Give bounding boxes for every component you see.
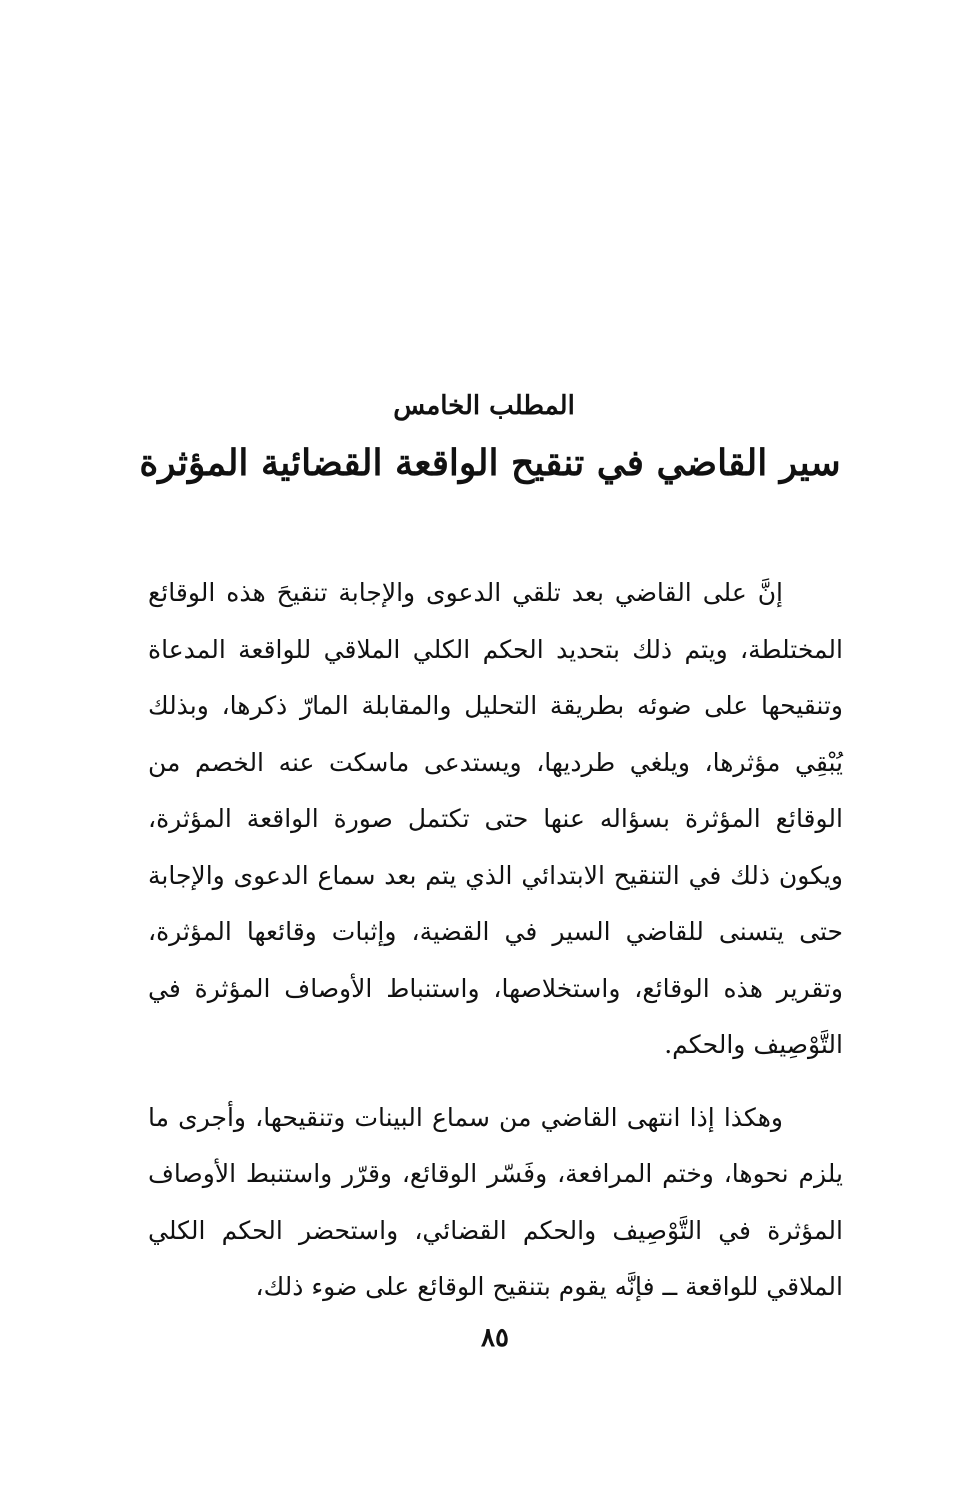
section-label: المطلب الخامس bbox=[393, 391, 575, 421]
section-title: سير القاضي في تنقيح الواقعة القضائية المؤثرة bbox=[139, 442, 841, 484]
page-number: ٨٥ bbox=[481, 1323, 509, 1353]
paragraph-1: إنَّ على القاضي بعد تلقي الدعوى والإجابة تنقيحَ هذه الوقائع المختلطة، ويتم ذلك بتحديد الحكم الكلي الملاقي للواقعة المدعاة وتنقيحها على ضوئه بطريقة التحليل والمقابلة المارّ ذكرها، وبذلك يُبْقِي مؤثرها، ويلغي طرديها، ويستدعى ماسكت عنه الخصم من الوقائع المؤثرة بسؤاله عنها حتى تكتمل صورة الواقعة المؤثرة، ويكون ذلك في التنقيح الابتدائي الذي يتم بعد سماع الدعوى والإجابة حتى يتسنى للقاضي السير في القضية، وإثبات وقائعها المؤثرة، وتقرير هذه الوقائع، واستخلاصها، واستنباط الأوصاف المؤثرة في التَّوْصِيف والحكم. bbox=[148, 578, 843, 1059]
body-text bbox=[148, 565, 843, 1316]
paragraph-2: وهكذا إذا انتهى القاضي من سماع البينات وتنقيحها، وأجرى ما يلزم نحوها، وختم المرافعة، وفَسّر الوقائع، وقرّر واستنبط الأوصاف المؤثرة في التَّوْصِيف والحكم القضائي، واستحضر الحكم الكلي الملاقي للواقعة ــ فإنَّه يقوم بتنقيح الوقائع على ضوء ذلك، bbox=[148, 1102, 843, 1301]
